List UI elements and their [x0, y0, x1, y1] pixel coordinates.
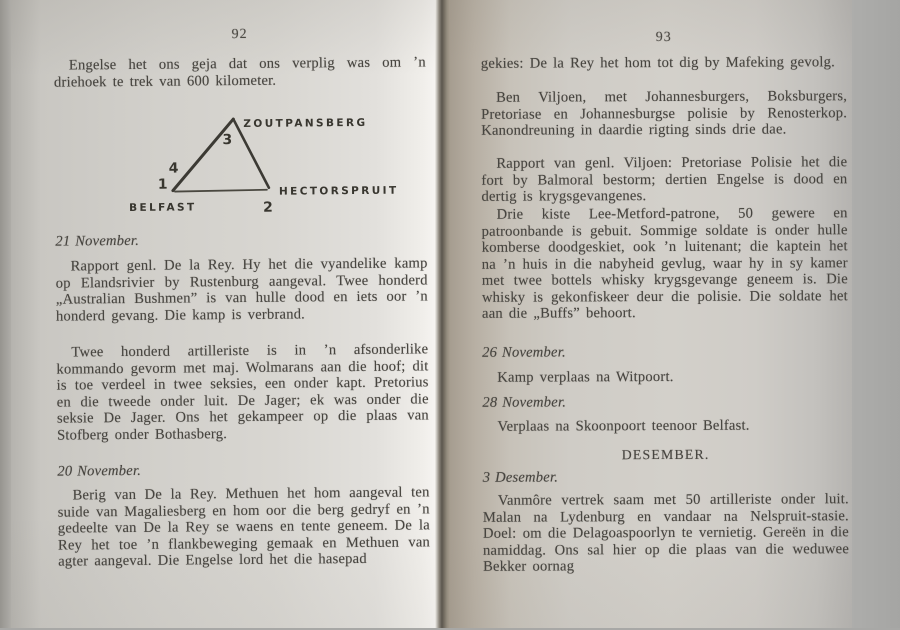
- label-zoutpansberg: ZOUTPANSBERG: [243, 116, 368, 130]
- paragraph-vanmore: Vanmôre vertrek saam met 50 artilleriste onder luit. Malan na Lydenburg en vandaar na Nelspruit-stasie. Doel: om die Delagoaspoorlyn te vernietig. Gereën in die namiddag. Ons sal hier op die plaas van die weduwee Bekker oornag: [482, 491, 850, 575]
- label-hectorspruit: HECTORSPRUIT: [278, 184, 399, 198]
- heading-3-desember: 3 Desember.: [482, 469, 559, 486]
- page-number-right: 93: [655, 29, 672, 46]
- heading-21-november: 21 November.: [55, 232, 140, 250]
- right-page-content: [481, 0, 850, 629]
- paragraph-twee-honderd: Twee honderd artilleriste is in ’n afsonderlike kommando gevorm met maj. Wolmarans aan die hoof; dit is toe verdeel in twee seksies, een onder kapt. Pretorius en die tweede onder luit. De Jager; ek was onder die seksie De Jager. Ons het gekampeer op die plaas van Stofberg onder Bothasberg.: [56, 341, 429, 444]
- label-number-4: 4: [168, 160, 179, 177]
- book-gutter-shadow: [435, 0, 450, 628]
- triangle-base: [175, 190, 267, 192]
- heading-26-november: 26 November.: [482, 344, 566, 361]
- label-number-1: 1: [157, 176, 168, 193]
- label-number-3: 3: [222, 132, 233, 149]
- paragraph-ben-viljoen: Ben Viljoen, met Johannesburgers, Boksburgers, Pretoriase en Johannesburgse polisie by Renosterkop. Kanondreuning in daardie rigting sinds drie dae.: [481, 88, 848, 139]
- page-number-left: 92: [231, 26, 248, 43]
- triangle-left-side: [172, 119, 234, 191]
- triangle-diagram: [112, 100, 423, 221]
- paragraph-rapport-viljoen: Rapport van genl. Viljoen: Pretoriase Polisie het die fort by Balmoral bestorm; dertien Engelse is dood en dertig is krygsgevangenes.: [481, 154, 848, 205]
- paragraph-intro: Engelse het ons geja dat ons verplig was om ’n driehoek te trek van 600 kilometer.: [53, 54, 426, 91]
- label-belfast: BELFAST: [129, 201, 197, 214]
- right-background-strip: [852, 0, 900, 628]
- paragraph-verplaas-skoonpoort: Verplaas na Skoonpoort teenoor Belfast.: [497, 417, 750, 435]
- heading-20-november: 20 November.: [57, 462, 142, 480]
- label-number-2: 2: [263, 199, 273, 216]
- paragraph-drie-kiste: Drie kiste Lee-Metford-patrone, 50 gewere en patroonbande is gebuit. Sommige soldate is onder hulle komberse doodgeskiet, ook ’n luitenant; die kaptein het na ’n huis in die nabyheid gevlug, waar hy in sy kamer met twee bottels whisky krygsgevange geneem is. Die whisky is gekonfiskeer deur die polisie. Die soldate het aan die „Buffs” behoort.: [481, 205, 848, 322]
- paragraph-gekies: gekies: De la Rey het hom tot dig by Mafeking gevolg.: [480, 54, 835, 72]
- left-page-edge: [0, 0, 11, 628]
- left-page-content: [53, 0, 430, 630]
- left-page: [11, 0, 435, 628]
- paragraph-kamp-witpoort: Kamp verplaas na Witpoort.: [497, 368, 674, 386]
- paragraph-rapport-delarey: Rapport genl. De la Rey. Hy het die vyandelike kamp op Elandsrivier by Rustenburg aangeval. Twee honderd „Australian Bushmen” is van hulle dood en iets oor ’n honderd gevang. Die kamp is verbrand.: [55, 255, 428, 325]
- heading-desember: DESEMBER.: [621, 446, 710, 463]
- right-page: [450, 0, 852, 628]
- heading-28-november: 28 November.: [482, 394, 567, 411]
- paragraph-berig: Berig van De la Rey. Methuen het hom aangeval ten suide van Magaliesberg en hom oor die berg gedryf en ’n gedeelte van De la Rey se waens en tente geneem. De la Rey het toe ’n flankbeweging gemaak en Methuen van agter aangeval. Die Engelse lord het die hasepad: [57, 484, 431, 570]
